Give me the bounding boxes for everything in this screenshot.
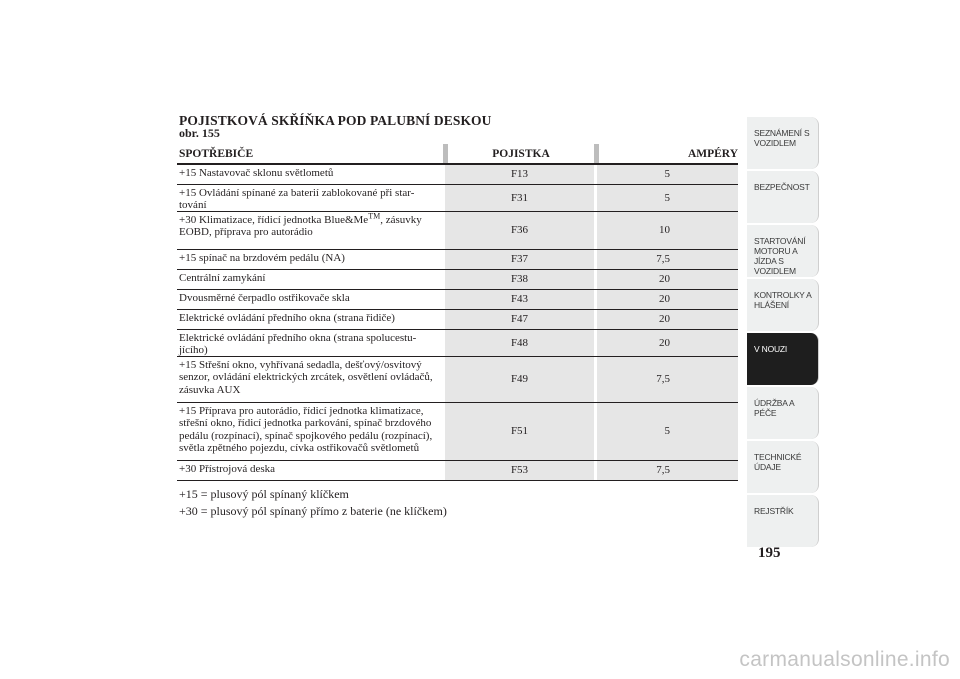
consumer-cell bbox=[177, 310, 443, 329]
consumer-cell bbox=[177, 357, 443, 402]
amps-cell: 7,5 bbox=[594, 250, 738, 269]
fuse-cell: F43 bbox=[443, 290, 594, 309]
table-header bbox=[177, 144, 738, 165]
fuse-cell: F36 bbox=[443, 212, 594, 249]
trademark-mark: TM bbox=[368, 211, 381, 221]
chapter-tab-label: TECHNICKÉ ÚDAJE bbox=[754, 452, 802, 472]
consumer-cell bbox=[177, 270, 443, 289]
chapter-tab[interactable] bbox=[747, 171, 819, 223]
consumer-text: +30 Přístrojová deska bbox=[179, 463, 276, 475]
amps-cell: 5 bbox=[594, 185, 738, 211]
chapter-tabs bbox=[747, 117, 819, 549]
chapter-tab[interactable] bbox=[747, 441, 819, 493]
table-row bbox=[177, 165, 738, 185]
table-row bbox=[177, 185, 738, 212]
amps-cell: 20 bbox=[594, 270, 738, 289]
table-row bbox=[177, 250, 738, 270]
note-line: +15 = plusový pól spínaný klíčkem bbox=[179, 487, 349, 501]
table-row bbox=[177, 212, 738, 250]
amps-cell: 5 bbox=[594, 403, 738, 460]
amps-cell: 10 bbox=[594, 212, 738, 249]
column-header-consumers: SPOTŘEBIČE bbox=[179, 148, 254, 160]
chapter-tab-label: SEZNÁMENÍ S VOZIDLEM bbox=[754, 128, 810, 148]
chapter-tab[interactable] bbox=[747, 225, 819, 277]
fuse-cell: F31 bbox=[443, 185, 594, 211]
consumer-text: +15 Příprava pro autorádio, řídicí jednotka klimatizace, střešní okno, řídicí jednotka parkování, spínač brzdového pedálu (rozpínací), spínač spojkového pedálu (rozpínací), světla zpětného pojezdu, cívka ostřikovačů světlometů bbox=[179, 405, 433, 455]
table-row bbox=[177, 270, 738, 290]
consumer-cell bbox=[177, 403, 443, 460]
fuse-cell: F53 bbox=[443, 461, 594, 480]
fuse-cell: F37 bbox=[443, 250, 594, 269]
fuse-table bbox=[177, 144, 738, 481]
fuse-cell: F13 bbox=[443, 165, 594, 184]
table-row bbox=[177, 357, 738, 403]
consumer-text: +15 Ovládání spínané za baterií zablokované při star-tování bbox=[179, 187, 415, 212]
consumer-cell bbox=[177, 212, 443, 249]
chapter-tab-label: BEZPEČNOST bbox=[754, 182, 810, 192]
consumer-text: +15 spínač na brzdovém pedálu (NA) bbox=[179, 252, 345, 264]
consumer-text: Elektrické ovládání předního okna (strana řidiče) bbox=[179, 312, 395, 324]
consumer-text: Centrální zamykání bbox=[179, 272, 266, 284]
figure-reference: obr. 155 bbox=[179, 126, 220, 140]
consumer-cell bbox=[177, 250, 443, 269]
table-row bbox=[177, 290, 738, 310]
amps-cell: 7,5 bbox=[594, 357, 738, 402]
chapter-tab-label: V NOUZI bbox=[754, 344, 788, 354]
fuse-cell: F51 bbox=[443, 403, 594, 460]
chapter-tab-label: STARTOVÁNÍ MOTORU A JÍZDA S VOZIDLEM bbox=[754, 236, 806, 276]
chapter-tab[interactable] bbox=[747, 495, 819, 547]
consumer-text: Elektrické ovládání předního okna (strana spolucestu-jícího) bbox=[179, 332, 417, 357]
consumer-cell bbox=[177, 461, 443, 480]
page-number: 195 bbox=[758, 545, 781, 561]
chapter-tab[interactable] bbox=[747, 333, 819, 385]
consumer-cell bbox=[177, 185, 443, 211]
note-line: +30 = plusový pól spínaný přímo z baterie (ne klíčkem) bbox=[179, 504, 447, 518]
consumer-text-rest: , zásuvky EOBD, příprava pro autorádio bbox=[179, 214, 422, 239]
consumer-cell bbox=[177, 165, 443, 184]
amps-cell: 20 bbox=[594, 310, 738, 329]
consumer-cell bbox=[177, 290, 443, 309]
amps-cell: 20 bbox=[594, 330, 738, 356]
column-header-fuse: POJISTKA bbox=[492, 148, 550, 160]
amps-cell: 5 bbox=[594, 165, 738, 184]
consumer-text: +15 Nastavovač sklonu světlometů bbox=[179, 167, 334, 179]
table-body bbox=[177, 165, 738, 481]
fuse-cell: F48 bbox=[443, 330, 594, 356]
chapter-tab[interactable] bbox=[747, 117, 819, 169]
consumer-text: Dvousměrné čerpadlo ostřikovače skla bbox=[179, 292, 350, 304]
consumer-text: +30 Klimatizace, řídicí jednotka Blue&Me bbox=[179, 214, 369, 226]
section-title: POJISTKOVÁ SKŘÍŇKA POD PALUBNÍ DESKOU bbox=[179, 113, 492, 128]
column-header-amps: AMPÉRY bbox=[687, 148, 738, 160]
chapter-tab-label: REJSTŘÍK bbox=[754, 506, 794, 516]
consumer-text: +15 Střešní okno, vyhřívaná sedadla, dešťový/osvitový senzor, ovládání elektrických zrcátek, osvětlení ovládačů, zásuvka AUX bbox=[179, 359, 433, 396]
amps-cell: 20 bbox=[594, 290, 738, 309]
fuse-cell: F47 bbox=[443, 310, 594, 329]
amps-cell: 7,5 bbox=[594, 461, 738, 480]
watermark: carmanualsonline.info bbox=[739, 648, 950, 671]
table-row bbox=[177, 330, 738, 357]
table-row bbox=[177, 461, 738, 481]
fuse-cell: F38 bbox=[443, 270, 594, 289]
consumer-cell bbox=[177, 330, 443, 356]
chapter-tab[interactable] bbox=[747, 279, 819, 331]
chapter-tab-label: KONTROLKY A HLÁŠENÍ bbox=[754, 290, 812, 310]
table-row bbox=[177, 403, 738, 461]
chapter-tab-label: ÚDRŽBA A PÉČE bbox=[754, 398, 794, 418]
legend-notes bbox=[179, 486, 447, 520]
chapter-tab[interactable] bbox=[747, 387, 819, 439]
fuse-cell: F49 bbox=[443, 357, 594, 402]
table-row bbox=[177, 310, 738, 330]
